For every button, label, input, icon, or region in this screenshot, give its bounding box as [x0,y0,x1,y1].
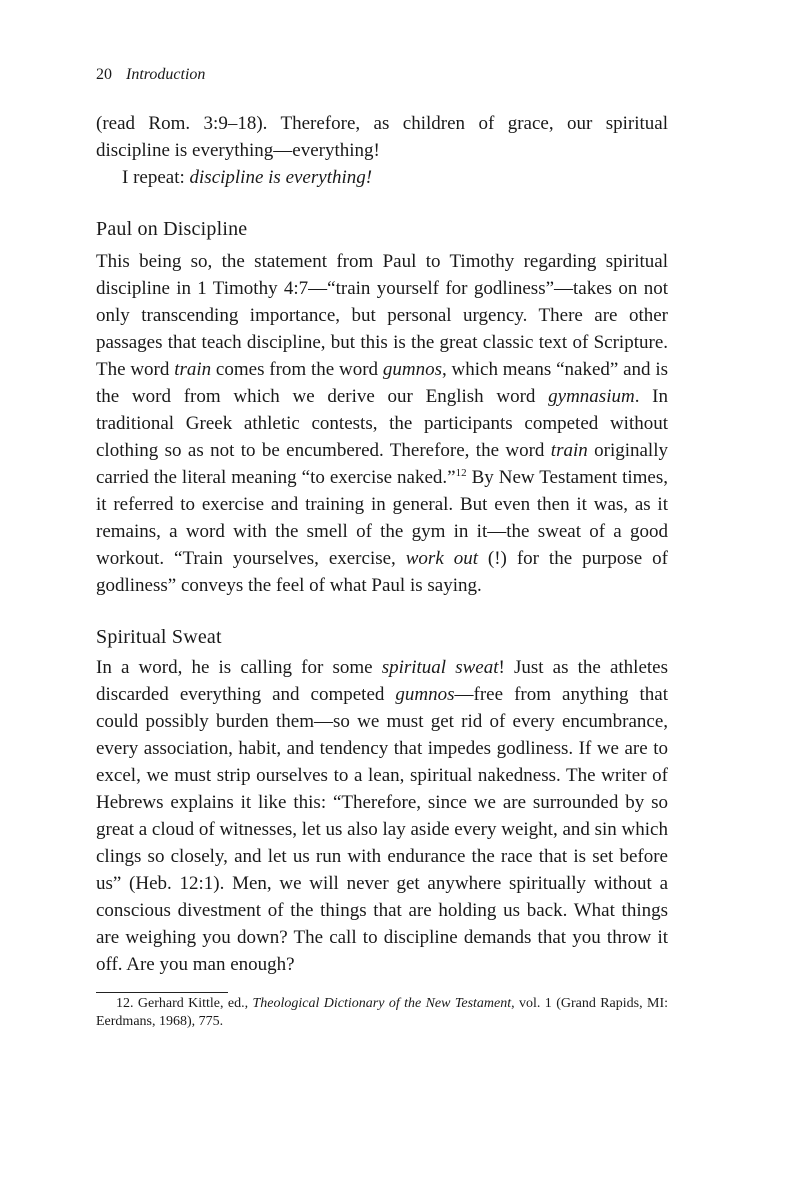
text-run: (!) for the purpose of godliness” conveys the feel of what Paul is saying. [96,548,668,596]
page-number: 20 [96,66,112,83]
repeat-prefix: I repeat: [122,167,190,188]
sweat-paragraph [96,654,668,978]
running-head [96,60,668,90]
emphasis-run: train [550,440,588,461]
footnote-divider [96,992,228,993]
footnote-text: , vol. 1 (Grand Rapids, MI: Eerdmans, 1968), 775. [96,996,668,1029]
footnote [96,995,668,1031]
book-page [96,60,668,1031]
text-run: comes from the word [211,359,383,380]
emphasis-run: gumnos [382,359,442,380]
text-run: originally carried the literal meaning “to exercise naked.” [96,440,668,488]
footnote-text: 12. Gerhard Kittle, ed., [116,996,253,1011]
intro-paragraph: (read Rom. 3:9–18). Therefore, as children of grace, our spiritual discipline is everything—everything! [96,113,668,161]
section-heading-paul: Paul on Discipline [96,218,248,240]
text-run: In a word, he is calling for some [96,657,382,678]
emphasis-run: train [174,359,212,380]
text-run: ! Just as the athletes discarded everything and competed [96,657,669,705]
repeat-emphasis: discipline is everything! [189,167,373,188]
text-run: , which means “naked” and is the word from which we derive our English word [96,359,669,407]
emphasis-run: gymnasium [548,386,635,407]
footnote-title: Theological Dictionary of the New Testament [252,996,512,1011]
text-run: . In traditional Greek athletic contests, the participants competed without clothing so as not to be encumbered. Therefore, the word [96,386,668,461]
text-run: —free from anything that could possibly burden them—so we must get rid of every encumbrance, every association, habit, and tendency that impedes godliness. If we are to excel, we must strip ourselves to a lean, spiritual nakedness. The writer of Hebrews explains it like this: “Therefore, since we are surrounded by so great a cloud of witnesses, let us also lay aside every weight, and sin which clings so closely, and let us run with endurance the race that is set before us” (Heb. 12:1). Men, we will never get anywhere spiritually without a conscious divestment of the things that are holding us back. What things are weighing you down? The call to discipline demands that you throw it off. Are you man enough? [96,684,669,975]
emphasis-run: gumnos [395,684,455,705]
chapter-title: Introduction [126,66,206,83]
emphasis-run: work out [405,548,478,569]
paul-paragraph [96,248,668,599]
text-run: By New Testament times, it referred to exercise and training in general. But even then it was, as it remains, a word with the smell of the gym in it—the sweat of a good workout. “Train yourselves, exercise, [96,467,668,569]
text-run: This being so, the statement from Paul to Timothy regarding spiritual discipline in 1 Timothy 4:7—“train yourself for godliness”—takes on not only transcending importance, but personal urgency. There are other passages that teach discipline, but this is the great classic text of Scripture. The word [96,251,668,380]
emphasis-run: spiritual sweat [381,657,499,678]
repeat-paragraph [96,164,668,191]
section-heading-sweat: Spiritual Sweat [96,626,222,648]
footnote-reference: 12 [455,467,467,479]
